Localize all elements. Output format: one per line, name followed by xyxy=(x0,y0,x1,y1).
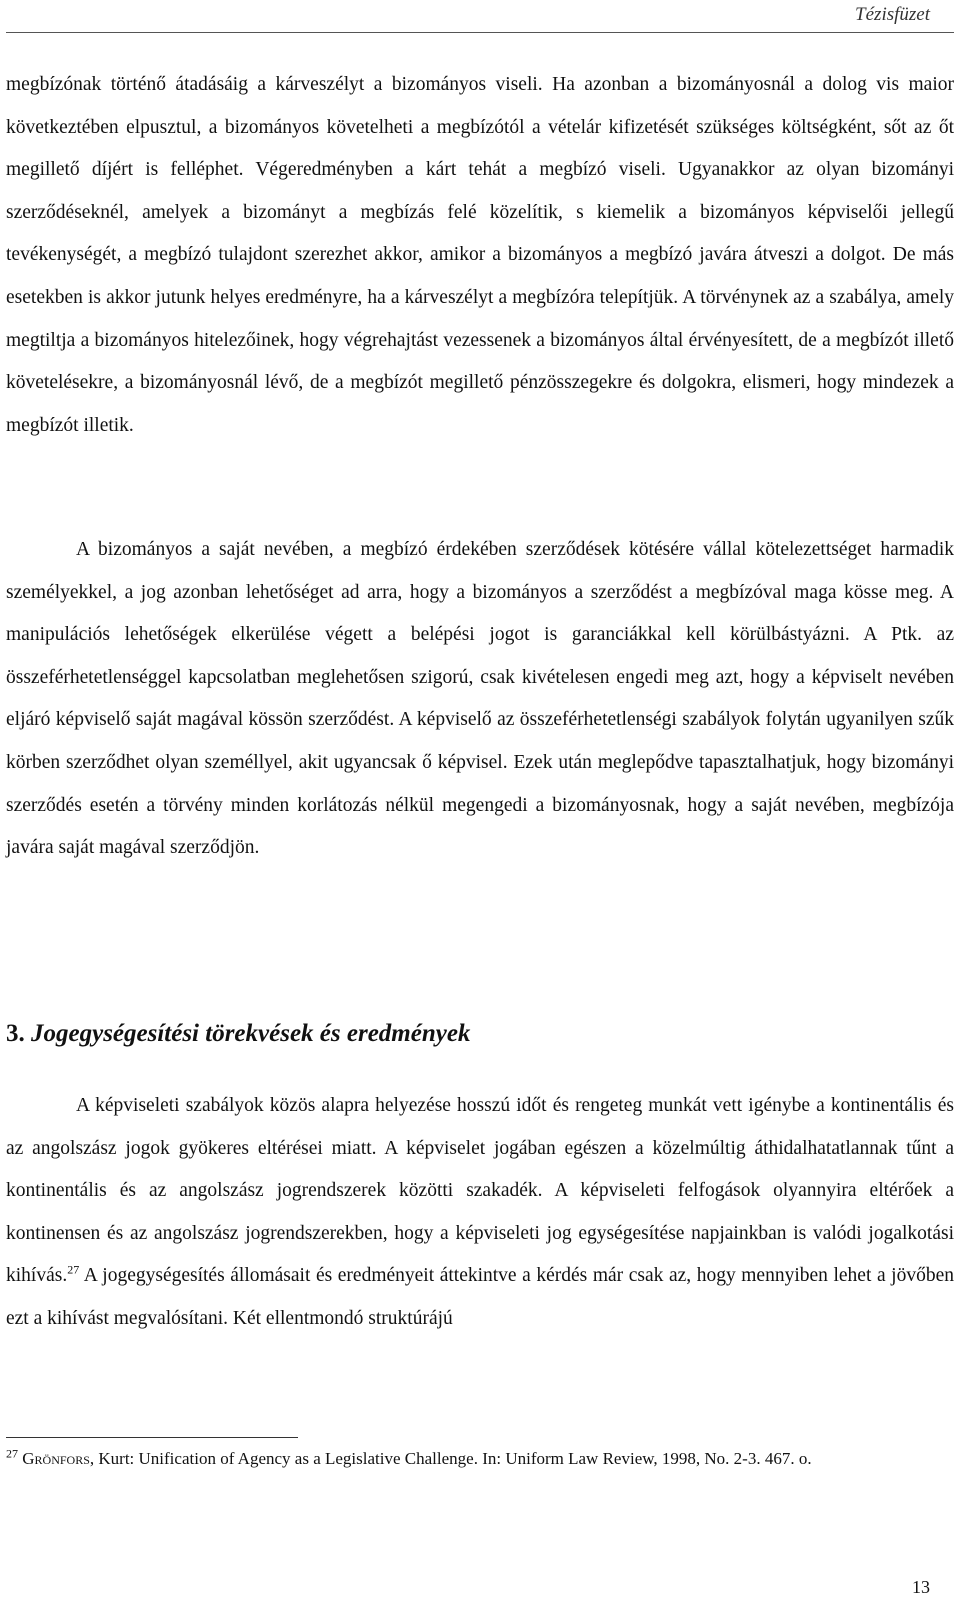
section-title: Jogegységesítési törekvések és eredmények xyxy=(31,1020,471,1047)
section-heading xyxy=(6,1020,470,1048)
paragraph-1-part-1: megbízónak történő átadásáig a kárveszélyt a bizományos viseli. Ha azonban a bizományosnál a dolog vis maior következtében elpusztul, a bizományos követelheti a megbízótól a vételár kifizetését szükséges költségként, sőt az őt megillető díjért is felléphet. Végeredményben a kárt tehát a megbízó viseli. xyxy=(6,74,954,181)
paragraph-1-part-3: A törvénynek az a szabálya, amely megtiltja a bizományos hitelezőinek, hogy végrehajtást vezessenek a bizományos által érvényesített, de a megbízót illető követelésekre, a bizományosnál lévő, de a megbízót megillető pénzösszegekre és dolgokra, elismeri, hogy mindezek a megbízót illetik. xyxy=(6,286,955,436)
footnote-reference[interactable]: 27 xyxy=(67,1262,80,1277)
paragraph-3 xyxy=(6,1085,954,1341)
section-number: 3. xyxy=(6,1020,25,1047)
page-number: 13 xyxy=(912,1577,930,1597)
footnote-citation: , Kurt: Unification of Agency as a Legislative Challenge. In: Uniform Law Review, 1998, No. 2-3. 467. o. xyxy=(89,1449,812,1468)
paragraph-1 xyxy=(6,64,954,447)
paragraph-1-part-2: Ugyanakkor az olyan bizományi szerződéseknél, amelyek a bizományt a megbízás felé közelítik, s kiemelik a bizományos képviselői jellegű tevékenységét, a megbízó tulajdont szerezhet akkor, amikor a bizományos a megbízó javára átveszi a dolgot. De más esetekben is akkor jutunk helyes eredményre, ha a kárveszélyt a megbízóra telepítjük. xyxy=(6,159,954,308)
header-divider xyxy=(6,32,954,33)
footnote-author: Grönfors xyxy=(22,1449,90,1468)
paragraph-3-part-1: A képviseleti szabályok közös alapra helyezése hosszú időt és rengeteg munkát vett igénybe a kontinentális és az angolszász jogok gyökeres eltérései miatt. A képviselet jogában egészen a közelmúltig áthidalhatatlannak tűnt a kontinentális és az angolszász jogrendszerek közötti szakadék. A képviseleti felfogások olyannyira eltérőek a kontinensen és az angolszász jogrendszerekben, hogy a képviseleti jog egységesítése napjainkban is valódi jogalkotási kihívás. xyxy=(6,1095,954,1287)
running-header: Tézisfüzet xyxy=(855,4,930,25)
footnote xyxy=(6,1447,954,1471)
footnote-number: 27 xyxy=(6,1446,18,1461)
paragraph-2: A bizományos a saját nevében, a megbízó érdekében szerződések kötésére vállal kötelezettséget harmadik személyekkel, a jog azonban lehetőséget ad arra, hogy a bizományos a szerződést a megbízóval maga kösse meg. A manipulációs lehetőségek elkerülése végett a belépési jogot is garanciákkal kell körülbástyázni. A Ptk. az összeférhetetlenséggel kapcsolatban meglehetősen szigorú, csak kivételesen engedi meg azt, hogy a képviselt nevében eljáró képviselő saját magával kössön szerződést. A képviselő az összeférhetetlenségi szabályok folytán ugyanilyen szűk körben szerződhet olyan személlyel, akit ugyancsak ő képvisel. Ezek után meglepődve tapasztalhatjuk, hogy bizományi szerződés esetén a törvény minden korlátozás nélkül megengedi a bizományosnak, hogy a saját nevében, megbízója javára saját magával szerződjön. xyxy=(6,539,954,859)
paragraph-3-part-2: A jogegységesítés állomásait és eredményeit áttekintve a kérdés már csak az, hogy mennyiben lehet a jövőben ezt a kihívást megvalósítani. Két ellentmondó struktúrájú xyxy=(6,1265,954,1329)
footnote-divider xyxy=(6,1437,298,1438)
